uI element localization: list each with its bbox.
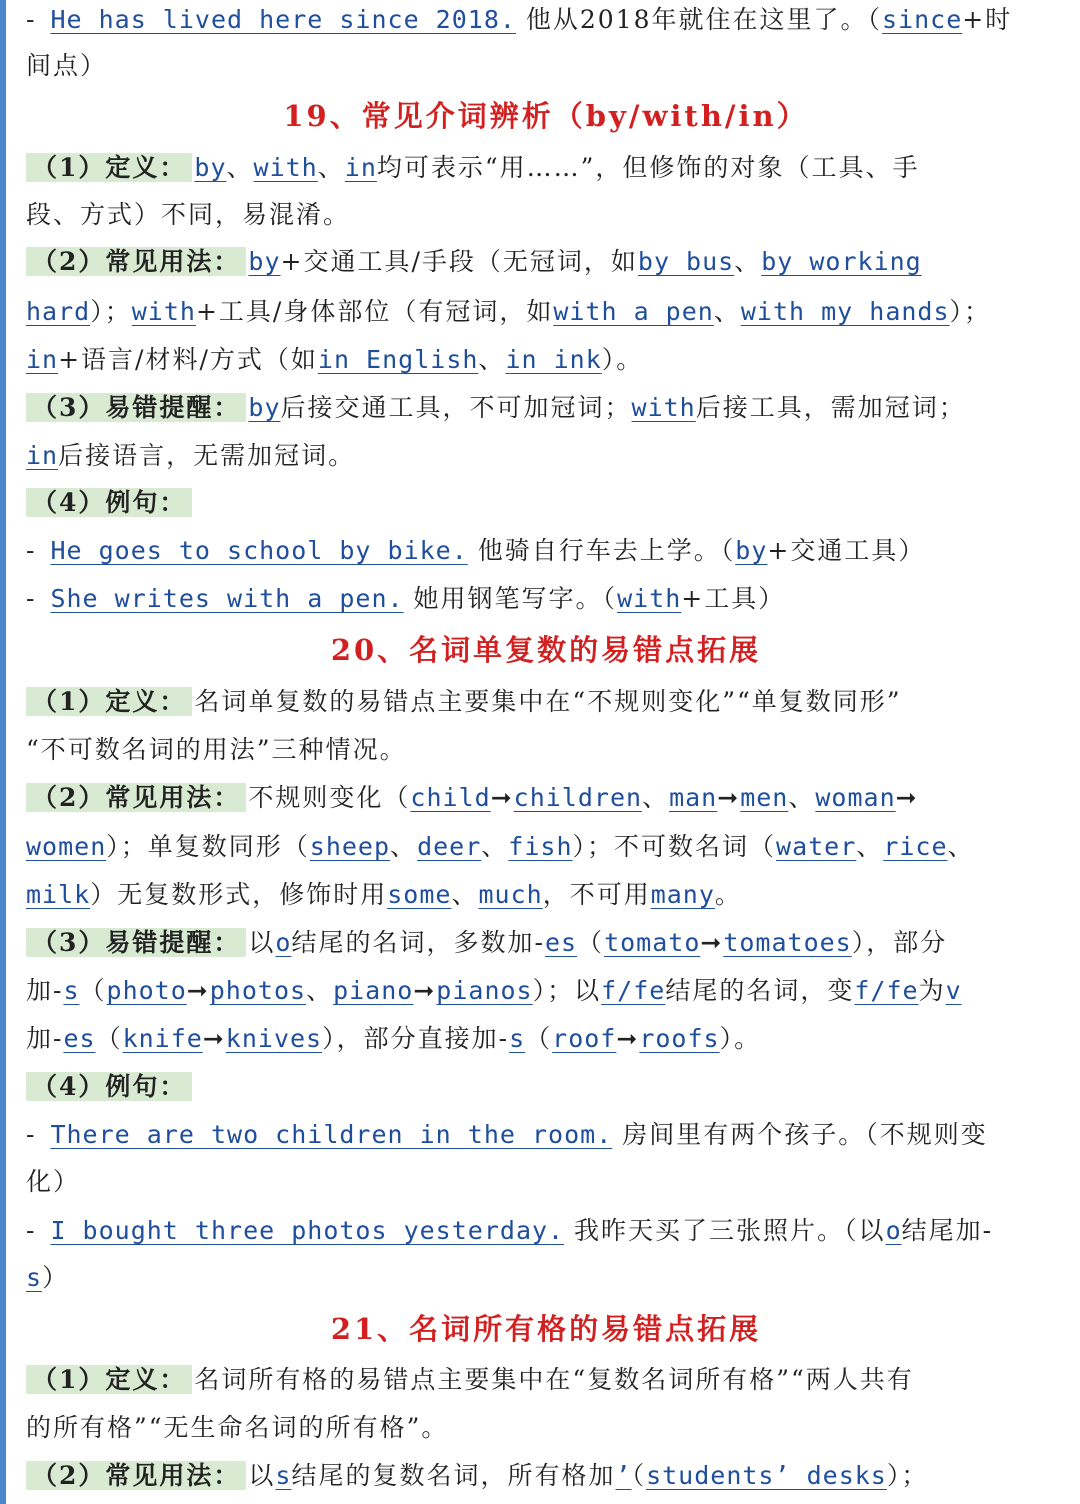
section-19-title: 19、常见介词辨析（by/with/in） [283, 99, 809, 133]
s19-tip: （3）易错提醒： by后接交通工具，不可加冠词；with后接工具，需加冠词； [26, 388, 966, 428]
s20-tip-cont: 加-s（photo➞photos、piano➞pianos）；以f/fe结尾的名词，变f/fe为v [26, 976, 962, 1005]
s20-usage-cont: women）；单复数同形（sheep、deer、fish）；不可数名词（water、rice、 [26, 832, 975, 861]
s20-example-1: - There are two children in the room. 房间里有两个孩子。（不规则变 [26, 1120, 988, 1149]
s19-tip-cont: in后接语言，无需加冠词。 [26, 441, 356, 470]
s19-usage-cont: hard）；with+工具/身体部位（有冠词，如with a pen、with my hands）； [26, 297, 992, 326]
tip-label: （3）易错提醒： [26, 393, 246, 422]
s20-tip-cont-2: 加-es（knife➞knives），部分直接加-s（roof➞roofs）。 [26, 1024, 762, 1053]
definition-label: （1）定义： [26, 153, 192, 182]
s18-example-2: - He has lived here since 2018. 他从2018年就住在这里了。（since+时 [26, 5, 1013, 34]
s19-examples-label-line [26, 483, 194, 523]
s21-usage: （2）常见用法： 以s结尾的复数名词，所有格加’（students’ desks）； [26, 1456, 928, 1496]
s20-examples-label-line [26, 1067, 194, 1107]
s19-example-1: - He goes to school by bike. 他骑自行车去上学。（by+交通工具） [26, 536, 926, 565]
left-edge-rule [0, 0, 6, 1504]
definition-label: （1）定义： [26, 687, 192, 716]
s20-tip: （3）易错提醒： 以o结尾的名词，多数加-es（tomato➞tomatoes），部分 [26, 923, 947, 963]
s20-usage: （2）常见用法： 不规则变化（child➞children、man➞men、woman➞ [26, 778, 919, 818]
s20-usage-cont-2: milk）无复数形式，修饰时用some、much，不可用many。 [26, 880, 742, 909]
section-21-title: 21、名词所有格的易错点拓展 [330, 1312, 762, 1346]
definition-label: （1）定义： [26, 1365, 192, 1394]
s19-definition-cont: 段、方式）不同，易混淆。 [26, 200, 351, 229]
s20-example-2: - I bought three photos yesterday. 我昨天买了三张照片。（以o结尾加- [26, 1216, 994, 1245]
usage-label: （2）常见用法： [26, 1461, 246, 1490]
s19-example-2: - She writes with a pen. 她用钢笔写字。（with+工具） [26, 584, 786, 613]
examples-label: （4）例句： [26, 1072, 192, 1101]
s19-usage: （2）常见用法： by+交通工具/手段（无冠词，如by bus、by working [26, 242, 922, 282]
s19-definition: （1）定义： by、with、in均可表示“用……”，但修饰的对象（工具、手 [26, 148, 919, 188]
s20-definition: （1）定义： 名词单复数的易错点主要集中在“不规则变化”“单复数同形” [26, 682, 902, 722]
s21-definition-cont: 的所有格”“无生命名词的所有格”。 [26, 1413, 449, 1442]
s20-example-1-cont: 化） [26, 1167, 81, 1196]
usage-label: （2）常见用法： [26, 783, 246, 812]
tip-label: （3）易错提醒： [26, 928, 246, 957]
usage-label: （2）常见用法： [26, 247, 246, 276]
s19-usage-cont-2: in+语言/材料/方式（如in English、in ink）。 [26, 345, 644, 374]
s18-example-2-cont: 间点） [26, 51, 108, 80]
section-20-title: 20、名词单复数的易错点拓展 [330, 633, 762, 667]
s21-definition: （1）定义： 名词所有格的易错点主要集中在“复数名词所有格”“两人共有 [26, 1360, 914, 1400]
examples-label: （4）例句： [26, 488, 192, 517]
s20-example-2-cont: s） [26, 1263, 70, 1292]
s20-definition-cont: “不可数名词的用法”三种情况。 [26, 735, 407, 764]
